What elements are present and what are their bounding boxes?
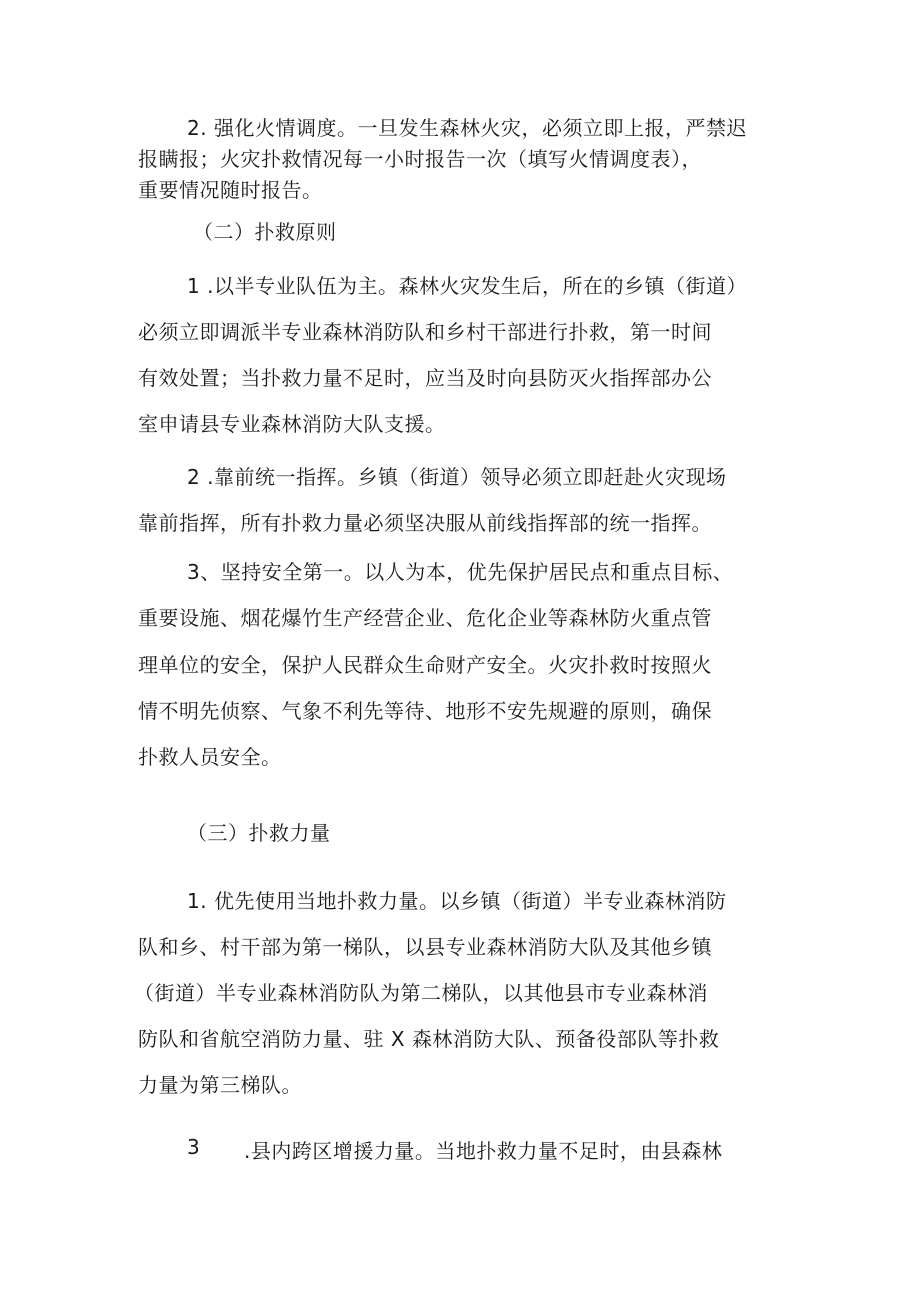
p2-line4: 室申请县专业森林消防大队支援。 <box>138 412 446 436</box>
p6-line1: .县内跨区增援力量。当地扑救力量不足时，由县森林 <box>244 1139 723 1163</box>
section-heading-3: （三）扑救力量 <box>187 821 331 845</box>
p2-line1: 1 .以半专业队伍为主。森林火灾发生后，所在的乡镇（街道） <box>187 274 747 298</box>
p1-line3: 重要情况随时报告。 <box>138 178 323 202</box>
p4-line3: 理单位的安全，保护人民群众生命财产安全。火灾扑救时按照火 <box>138 653 712 677</box>
p4-line5: 扑救人员安全。 <box>138 745 282 769</box>
p4-line4: 情不明先侦察、气象不利先等待、地形不安先规避的原则，确保 <box>138 699 712 723</box>
p5-line3: （街道）半专业森林消防队为第二梯队，以其他县市专业森林消 <box>134 981 708 1005</box>
p2-line2: 必须立即调派半专业森林消防队和乡村干部进行扑救，第一时间 <box>138 320 712 344</box>
p1-line2: 报瞒报；火灾扑救情况每一小时报告一次（填写火情调度表）， <box>138 147 702 171</box>
p5-line5: 力量为第三梯队。 <box>138 1073 302 1097</box>
p5-line4: 防队和省航空消防力量、驻 X 森林消防大队、预备役部队等扑救 <box>138 1027 720 1051</box>
section-heading-2: （二）扑救原则 <box>193 220 337 244</box>
p5-line2: 队和乡、村干部为第一梯队，以县专业森林消防大队及其他乡镇 <box>138 935 712 959</box>
p2-line3: 有效处置；当扑救力量不足时，应当及时向县防灭火指挥部办公 <box>138 366 712 390</box>
p1-line1: 2. 强化火情调度。一旦发生森林火灾，必须立即上报，严禁迟 <box>187 116 747 140</box>
p6-number: 3 <box>187 1135 201 1159</box>
p4-line2: 重要设施、烟花爆竹生产经营企业、危化企业等森林防火重点管 <box>138 606 712 630</box>
p3-line1: 2 .靠前统一指挥。乡镇（街道）领导必须立即赶赴火灾现场 <box>187 465 727 489</box>
p3-line2: 靠前指挥，所有扑救力量必须坚决服从前线指挥部的统一指挥。 <box>138 511 712 535</box>
p5-line1: 1. 优先使用当地扑救力量。以乡镇（街道）半专业森林消防 <box>187 889 727 913</box>
p4-line1: 3、坚持安全第一。以人为本，优先保护居民点和重点目标、 <box>187 560 734 584</box>
